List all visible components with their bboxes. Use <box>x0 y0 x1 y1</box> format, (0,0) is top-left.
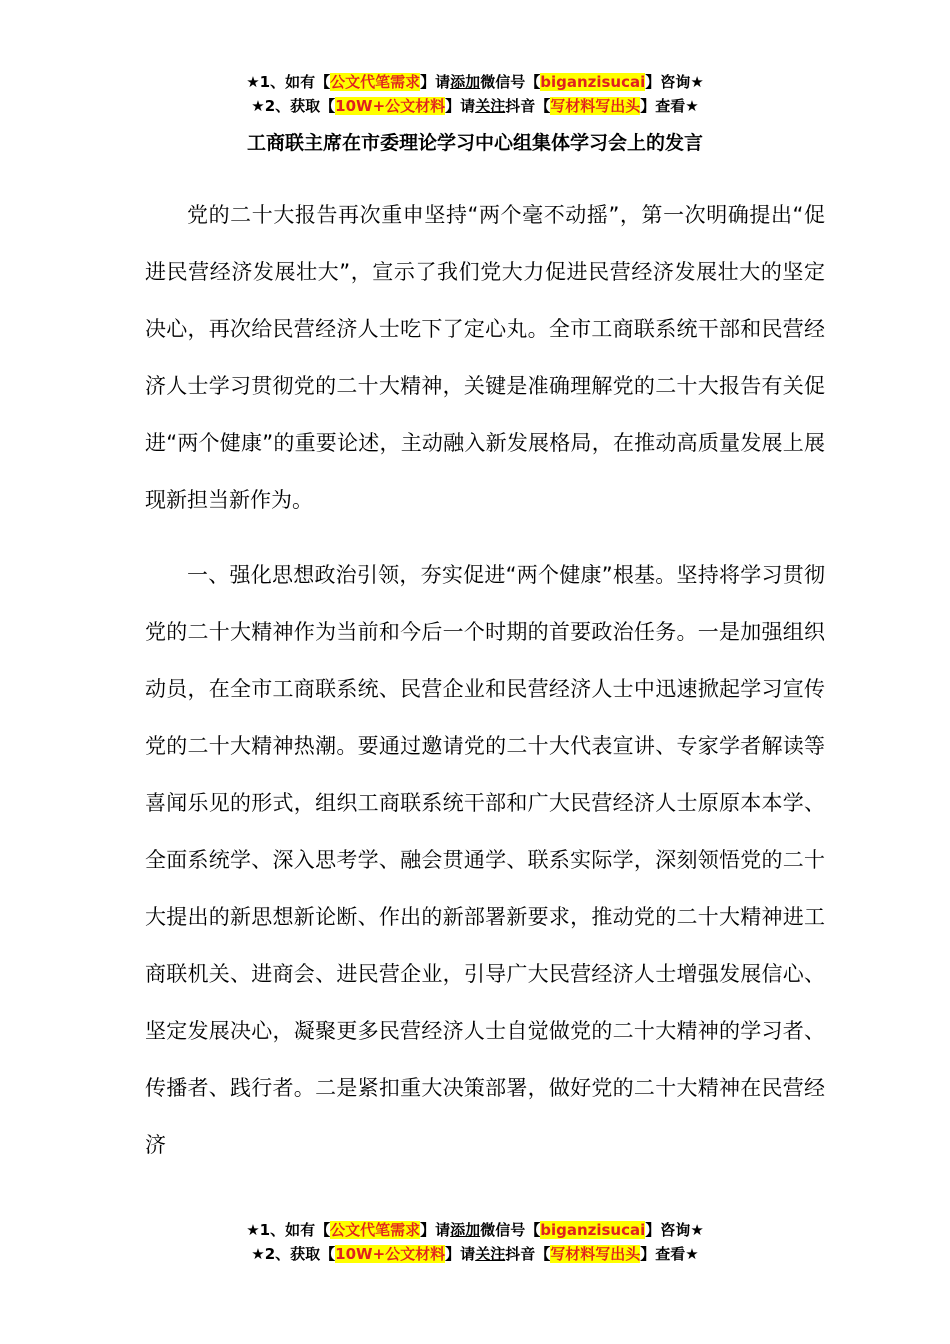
highlight-service: 公文代笔需求 <box>330 1221 421 1239</box>
star-icon: ★ <box>246 73 260 91</box>
paragraph-1: 党的二十大报告再次重申坚持“两个毫不动摇”，第一次明确提出“促进民营经济发展壮大”，宣示了我们党大力促进民营经济发展壮大的坚定决心，再次给民营经济人士吃下了定心丸。全市工商联系统干部和民营经济人士学习贯彻党的二十大精神，关键是准确理解党的二十大报告有关促进“两个健康”的重要论述，主动融入新发展格局，在推动高质量发展上展现新担当新作为。 <box>145 203 825 512</box>
highlight-douyin-account: 写材料写出头 <box>550 97 641 115</box>
star-icon: ★ <box>246 1221 260 1239</box>
star-icon: ★ <box>690 1221 704 1239</box>
star-icon: ★ <box>690 73 704 91</box>
star-icon: ★ <box>685 97 699 115</box>
footer-notice <box>0 1218 950 1266</box>
highlight-materials: 10W+公文材料 <box>335 97 446 115</box>
notice-line-1: ★1、如有【公文代笔需求】请添加微信号【biganzisucai】咨询★ <box>246 73 704 91</box>
document-body <box>145 187 825 1174</box>
star-icon: ★ <box>685 1245 699 1263</box>
highlight-materials: 10W+公文材料 <box>335 1245 446 1263</box>
highlight-douyin-account: 写材料写出头 <box>550 1245 641 1263</box>
notice-line-1: ★1、如有【公文代笔需求】请添加微信号【biganzisucai】咨询★ <box>246 1221 704 1239</box>
star-icon: ★ <box>251 97 265 115</box>
highlight-wechat-id: biganzisucai <box>540 1221 646 1239</box>
star-icon: ★ <box>251 1245 265 1263</box>
header-notice <box>0 70 950 118</box>
notice-line-2: ★2、获取【10W+公文材料】请关注抖音【写材料写出头】查看★ <box>251 1245 699 1263</box>
document-title: 工商联主席在市委理论学习中心组集体学习会上的发言 <box>246 132 703 154</box>
paragraph-2: 一、强化思想政治引领，夯实促进“两个健康”根基。坚持将学习贯彻党的二十大精神作为当前和今后一个时期的首要政治任务。一是加强组织动员，在全市工商联系统、民营企业和民营经济人士中迅速掀起学习宣传党的二十大精神热潮。要通过邀请党的二十大代表宣讲、专家学者解读等喜闻乐见的形式，组织工商联系统干部和广大民营经济人士原原本本学、全面系统学、深入思考学、融会贯通学、联系实际学，深刻领悟党的二十大提出的新思想新论断、作出的新部署新要求，推动党的二十大精神进工商联机关、进商会、进民营企业，引导广大民营经济人士增强发展信心、坚定发展决心，凝聚更多民营经济人士自觉做党的二十大精神的学习者、传播者、践行者。二是紧扣重大决策部署，做好党的二十大精神在民营经济 <box>145 563 825 1157</box>
highlight-wechat-id: biganzisucai <box>540 73 646 91</box>
highlight-service: 公文代笔需求 <box>330 73 421 91</box>
notice-line-2: ★2、获取【10W+公文材料】请关注抖音【写材料写出头】查看★ <box>251 97 699 115</box>
